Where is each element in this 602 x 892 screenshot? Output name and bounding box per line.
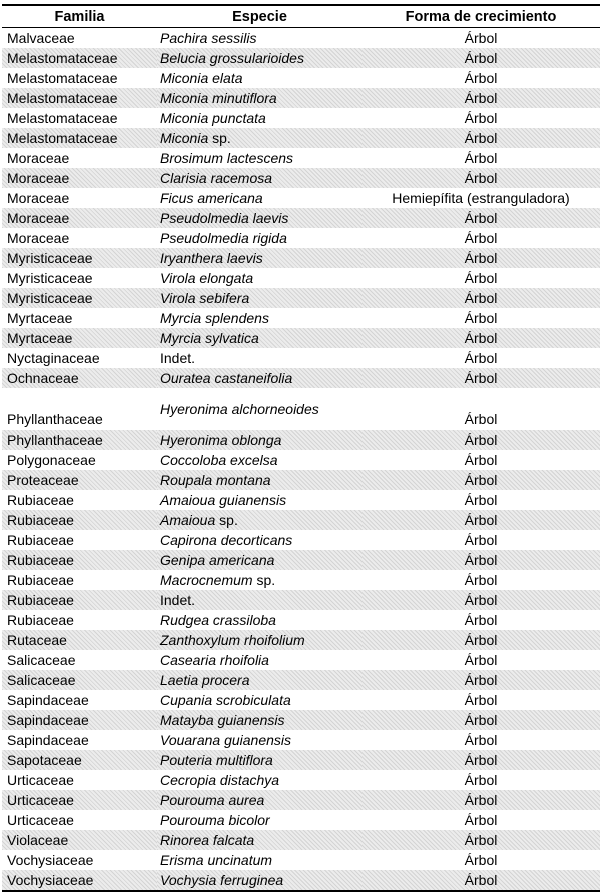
family-cell: Melastomataceae	[7, 69, 118, 86]
table-body	[2, 28, 600, 892]
family-cell: Vochysiaceae	[7, 851, 94, 868]
species-name: Laetia procera	[160, 671, 250, 688]
species-name: Macrocnemum	[160, 571, 253, 588]
species-name: Miconia elata	[160, 69, 243, 86]
growth-form-cell: Árbol	[362, 128, 600, 148]
species-cell	[157, 810, 362, 830]
table-row	[2, 770, 600, 790]
family-cell: Phyllanthaceae	[7, 411, 103, 427]
table-header	[2, 5, 600, 28]
growth-form-cell: Árbol	[464, 149, 498, 166]
table-row	[2, 650, 600, 670]
species-suffix: sp.	[252, 571, 276, 588]
table-row	[2, 388, 600, 430]
growth-form-cell: Árbol	[362, 750, 600, 770]
species-cell	[157, 108, 362, 128]
species-name: Indet.	[160, 349, 196, 366]
species-cell	[157, 430, 362, 450]
table-row	[2, 550, 600, 570]
species-cell	[157, 870, 362, 891]
family-cell: Myristicaceae	[7, 269, 93, 286]
family-cell: Salicaceae	[7, 651, 76, 668]
family-cell: Malvaceae	[7, 29, 75, 46]
species-cell	[157, 48, 362, 68]
growth-form-cell: Árbol	[464, 411, 498, 427]
species-cell	[157, 490, 362, 510]
species-name: Zanthoxylum rhoifolium	[160, 631, 305, 648]
family-cell: Rutaceae	[2, 630, 157, 650]
family-cell: Rubiaceae	[2, 510, 157, 530]
growth-form-cell: Árbol	[464, 771, 498, 788]
growth-form-cell: Árbol	[362, 368, 600, 388]
table-row	[2, 328, 600, 348]
species-name: Cecropia distachya	[160, 771, 280, 788]
table-row	[2, 670, 600, 690]
growth-form-cell: Árbol	[464, 731, 498, 748]
species-name: Cupania scrobiculata	[160, 691, 291, 708]
species-cell	[157, 228, 362, 248]
species-name: Coccoloba excelsa	[160, 451, 278, 468]
species-cell	[157, 570, 362, 590]
growth-form-cell: Árbol	[362, 710, 600, 730]
species-cell	[157, 630, 362, 650]
family-cell: Melastomataceae	[7, 109, 118, 126]
table-row	[2, 48, 600, 68]
table-row	[2, 450, 600, 470]
growth-form-cell: Árbol	[362, 870, 600, 891]
species-name: Vochysia ferruginea	[160, 871, 284, 888]
growth-form-cell: Árbol	[464, 611, 498, 628]
table-row	[2, 430, 600, 450]
growth-form-cell: Árbol	[362, 830, 600, 850]
family-cell: Moraceae	[7, 229, 70, 246]
table-row	[2, 208, 600, 228]
species-name: Pachira sessilis	[160, 29, 257, 46]
species-cell	[157, 770, 362, 790]
species-name: Clarisia racemosa	[160, 169, 273, 186]
table-row	[2, 148, 600, 168]
growth-form-cell: Árbol	[464, 491, 498, 508]
family-cell: Salicaceae	[2, 670, 157, 690]
species-name: Vouarana guianensis	[160, 731, 292, 748]
growth-form-cell: Árbol	[464, 651, 498, 668]
growth-form-cell: Árbol	[464, 451, 498, 468]
growth-form-cell: Árbol	[464, 229, 498, 246]
family-cell: Myristicaceae	[2, 288, 157, 308]
species-name: Ouratea castaneifolia	[160, 369, 293, 386]
table-row	[2, 128, 600, 148]
family-cell: Rubiaceae	[2, 550, 157, 570]
table-row	[2, 88, 600, 108]
growth-form-cell: Árbol	[362, 550, 600, 570]
table-row	[2, 28, 600, 49]
growth-form-cell: Árbol	[362, 208, 600, 228]
growth-form-cell: Hemiepífita (estranguladora)	[392, 189, 570, 206]
growth-form-cell: Árbol	[362, 88, 600, 108]
growth-form-cell: Árbol	[362, 48, 600, 68]
growth-form-cell: Árbol	[362, 630, 600, 650]
table-row	[2, 248, 600, 268]
species-name: Roupala montana	[160, 471, 271, 488]
table-row	[2, 630, 600, 650]
species-name: Hyeronima alchorneoides	[160, 401, 319, 417]
growth-form-cell: Árbol	[362, 328, 600, 348]
species-cell	[157, 690, 362, 710]
species-cell	[157, 730, 362, 750]
table-row	[2, 710, 600, 730]
species-name: Pourouma aurea	[160, 791, 265, 808]
family-cell: Sapindaceae	[7, 731, 89, 748]
species-name: Matayba guianensis	[160, 711, 285, 728]
species-cell	[157, 470, 362, 490]
header-species: Especie	[157, 5, 362, 28]
growth-form-cell: Árbol	[464, 851, 498, 868]
species-name: Erisma uncinatum	[160, 851, 273, 868]
family-cell: Urticaceae	[7, 771, 74, 788]
species-cell	[157, 248, 362, 268]
table-row	[2, 830, 600, 850]
species-cell	[157, 590, 362, 610]
species-name: Ficus americana	[160, 189, 263, 206]
header-row	[2, 5, 600, 28]
table-row	[2, 850, 600, 870]
table-row	[2, 68, 600, 88]
table-row	[2, 228, 600, 248]
header-family: Familia	[2, 5, 157, 28]
table-row	[2, 530, 600, 550]
species-name: Myrcia splendens	[160, 309, 269, 326]
table-row	[2, 368, 600, 388]
table-row	[2, 590, 600, 610]
species-cell	[157, 850, 362, 870]
species-name: Casearia rhoifolia	[160, 651, 269, 668]
family-cell: Rubiaceae	[7, 491, 74, 508]
family-cell: Moraceae	[2, 168, 157, 188]
species-name: Indet.	[160, 591, 196, 608]
growth-form-cell: Árbol	[362, 288, 600, 308]
species-cell	[157, 68, 362, 88]
growth-form-cell: Árbol	[464, 309, 498, 326]
species-cell	[157, 790, 362, 810]
family-cell: Violaceae	[2, 830, 157, 850]
family-cell: Sapindaceae	[7, 691, 89, 708]
species-name: Hyeronima oblonga	[160, 431, 282, 448]
family-cell: Rubiaceae	[7, 571, 74, 588]
table-row	[2, 108, 600, 128]
table-row	[2, 168, 600, 188]
table-row	[2, 730, 600, 750]
species-name: Rudgea crassiloba	[160, 611, 276, 628]
family-cell: Urticaceae	[2, 790, 157, 810]
species-cell	[157, 650, 362, 670]
table-row	[2, 470, 600, 490]
species-cell	[157, 288, 362, 308]
family-cell: Myrtaceae	[7, 309, 73, 326]
species-cell	[157, 348, 362, 368]
species-cell	[157, 148, 362, 168]
species-name: Iryanthera laevis	[160, 249, 263, 266]
species-suffix: sp.	[215, 511, 238, 528]
species-cell	[157, 670, 362, 690]
growth-form-cell: Árbol	[464, 269, 498, 286]
species-cell	[157, 28, 362, 49]
species-cell	[157, 188, 362, 208]
species-cell	[157, 208, 362, 228]
table-row	[2, 288, 600, 308]
family-cell: Melastomataceae	[2, 128, 157, 148]
family-cell: Polygonaceae	[7, 451, 96, 468]
growth-form-cell: Árbol	[464, 349, 498, 366]
family-cell: Moraceae	[7, 189, 70, 206]
species-cell	[157, 168, 362, 188]
table-row	[2, 610, 600, 630]
growth-form-cell: Árbol	[362, 430, 600, 450]
species-name: Virola sebifera	[160, 289, 250, 306]
growth-form-cell: Árbol	[362, 670, 600, 690]
species-name: Miconia minutiflora	[160, 89, 277, 106]
species-suffix: sp.	[208, 129, 231, 146]
growth-form-cell: Árbol	[362, 510, 600, 530]
growth-form-cell: Árbol	[362, 590, 600, 610]
family-cell: Urticaceae	[7, 811, 74, 828]
growth-form-cell: Árbol	[464, 531, 498, 548]
family-cell: Melastomataceae	[2, 48, 157, 68]
species-name: Genipa americana	[160, 551, 275, 568]
family-cell: Rubiaceae	[7, 531, 74, 548]
species-cell	[157, 268, 362, 288]
family-cell: Rubiaceae	[7, 611, 74, 628]
species-cell	[157, 128, 362, 148]
table-row	[2, 188, 600, 208]
family-cell: Sapotaceae	[2, 750, 157, 770]
species-name: Belucia grossularioides	[160, 49, 304, 66]
species-name: Amaioua	[160, 511, 216, 528]
table-row	[2, 308, 600, 328]
growth-form-cell: Árbol	[362, 168, 600, 188]
table-row	[2, 510, 600, 530]
growth-form-cell: Árbol	[464, 571, 498, 588]
species-cell	[157, 388, 362, 430]
species-name: Capirona decorticans	[160, 531, 293, 548]
species-name: Miconia punctata	[160, 109, 266, 126]
species-name: Pourouma bicolor	[160, 811, 270, 828]
family-cell: Ochnaceae	[2, 368, 157, 388]
growth-form-cell: Árbol	[464, 69, 498, 86]
species-cell	[157, 308, 362, 328]
species-name: Amaioua guianensis	[160, 491, 287, 508]
table-row	[2, 870, 600, 891]
species-cell	[157, 510, 362, 530]
species-name: Virola elongata	[160, 269, 254, 286]
species-cell	[157, 610, 362, 630]
family-cell: Myrtaceae	[2, 328, 157, 348]
table-row	[2, 348, 600, 368]
species-cell	[157, 550, 362, 570]
species-cell	[157, 710, 362, 730]
species-name: Rinorea falcata	[160, 831, 255, 848]
species-cell	[157, 328, 362, 348]
table-row	[2, 790, 600, 810]
family-cell: Melastomataceae	[2, 88, 157, 108]
species-cell	[157, 450, 362, 470]
family-cell: Moraceae	[2, 208, 157, 228]
growth-form-cell: Árbol	[362, 248, 600, 268]
species-name: Brosimum lactescens	[160, 149, 294, 166]
growth-form-cell: Árbol	[464, 29, 498, 46]
table-row	[2, 268, 600, 288]
species-cell	[157, 88, 362, 108]
family-cell: Proteaceae	[2, 470, 157, 490]
species-name: Pseudolmedia laevis	[160, 209, 289, 226]
family-cell: Moraceae	[7, 149, 70, 166]
growth-form-cell: Árbol	[464, 811, 498, 828]
table-row	[2, 810, 600, 830]
species-table	[2, 4, 600, 892]
table-row	[2, 570, 600, 590]
species-name: Myrcia sylvatica	[160, 329, 259, 346]
species-name: Miconia	[160, 129, 209, 146]
species-cell	[157, 368, 362, 388]
species-name: Pseudolmedia rigida	[160, 229, 287, 246]
family-cell: Vochysiaceae	[2, 870, 157, 891]
family-cell: Nyctaginaceae	[7, 349, 100, 366]
species-cell	[157, 750, 362, 770]
growth-form-cell: Árbol	[362, 470, 600, 490]
header-growth-form: Forma de crecimiento	[362, 5, 600, 28]
family-cell: Phyllanthaceae	[2, 430, 157, 450]
growth-form-cell: Árbol	[362, 790, 600, 810]
table-row	[2, 750, 600, 770]
table-row	[2, 690, 600, 710]
species-cell	[157, 530, 362, 550]
family-cell: Rubiaceae	[2, 590, 157, 610]
family-cell: Sapindaceae	[2, 710, 157, 730]
species-name: Pouteria multiflora	[160, 751, 273, 768]
table-row	[2, 490, 600, 510]
species-cell	[157, 830, 362, 850]
growth-form-cell: Árbol	[464, 109, 498, 126]
growth-form-cell: Árbol	[464, 691, 498, 708]
family-cell: Myristicaceae	[2, 248, 157, 268]
